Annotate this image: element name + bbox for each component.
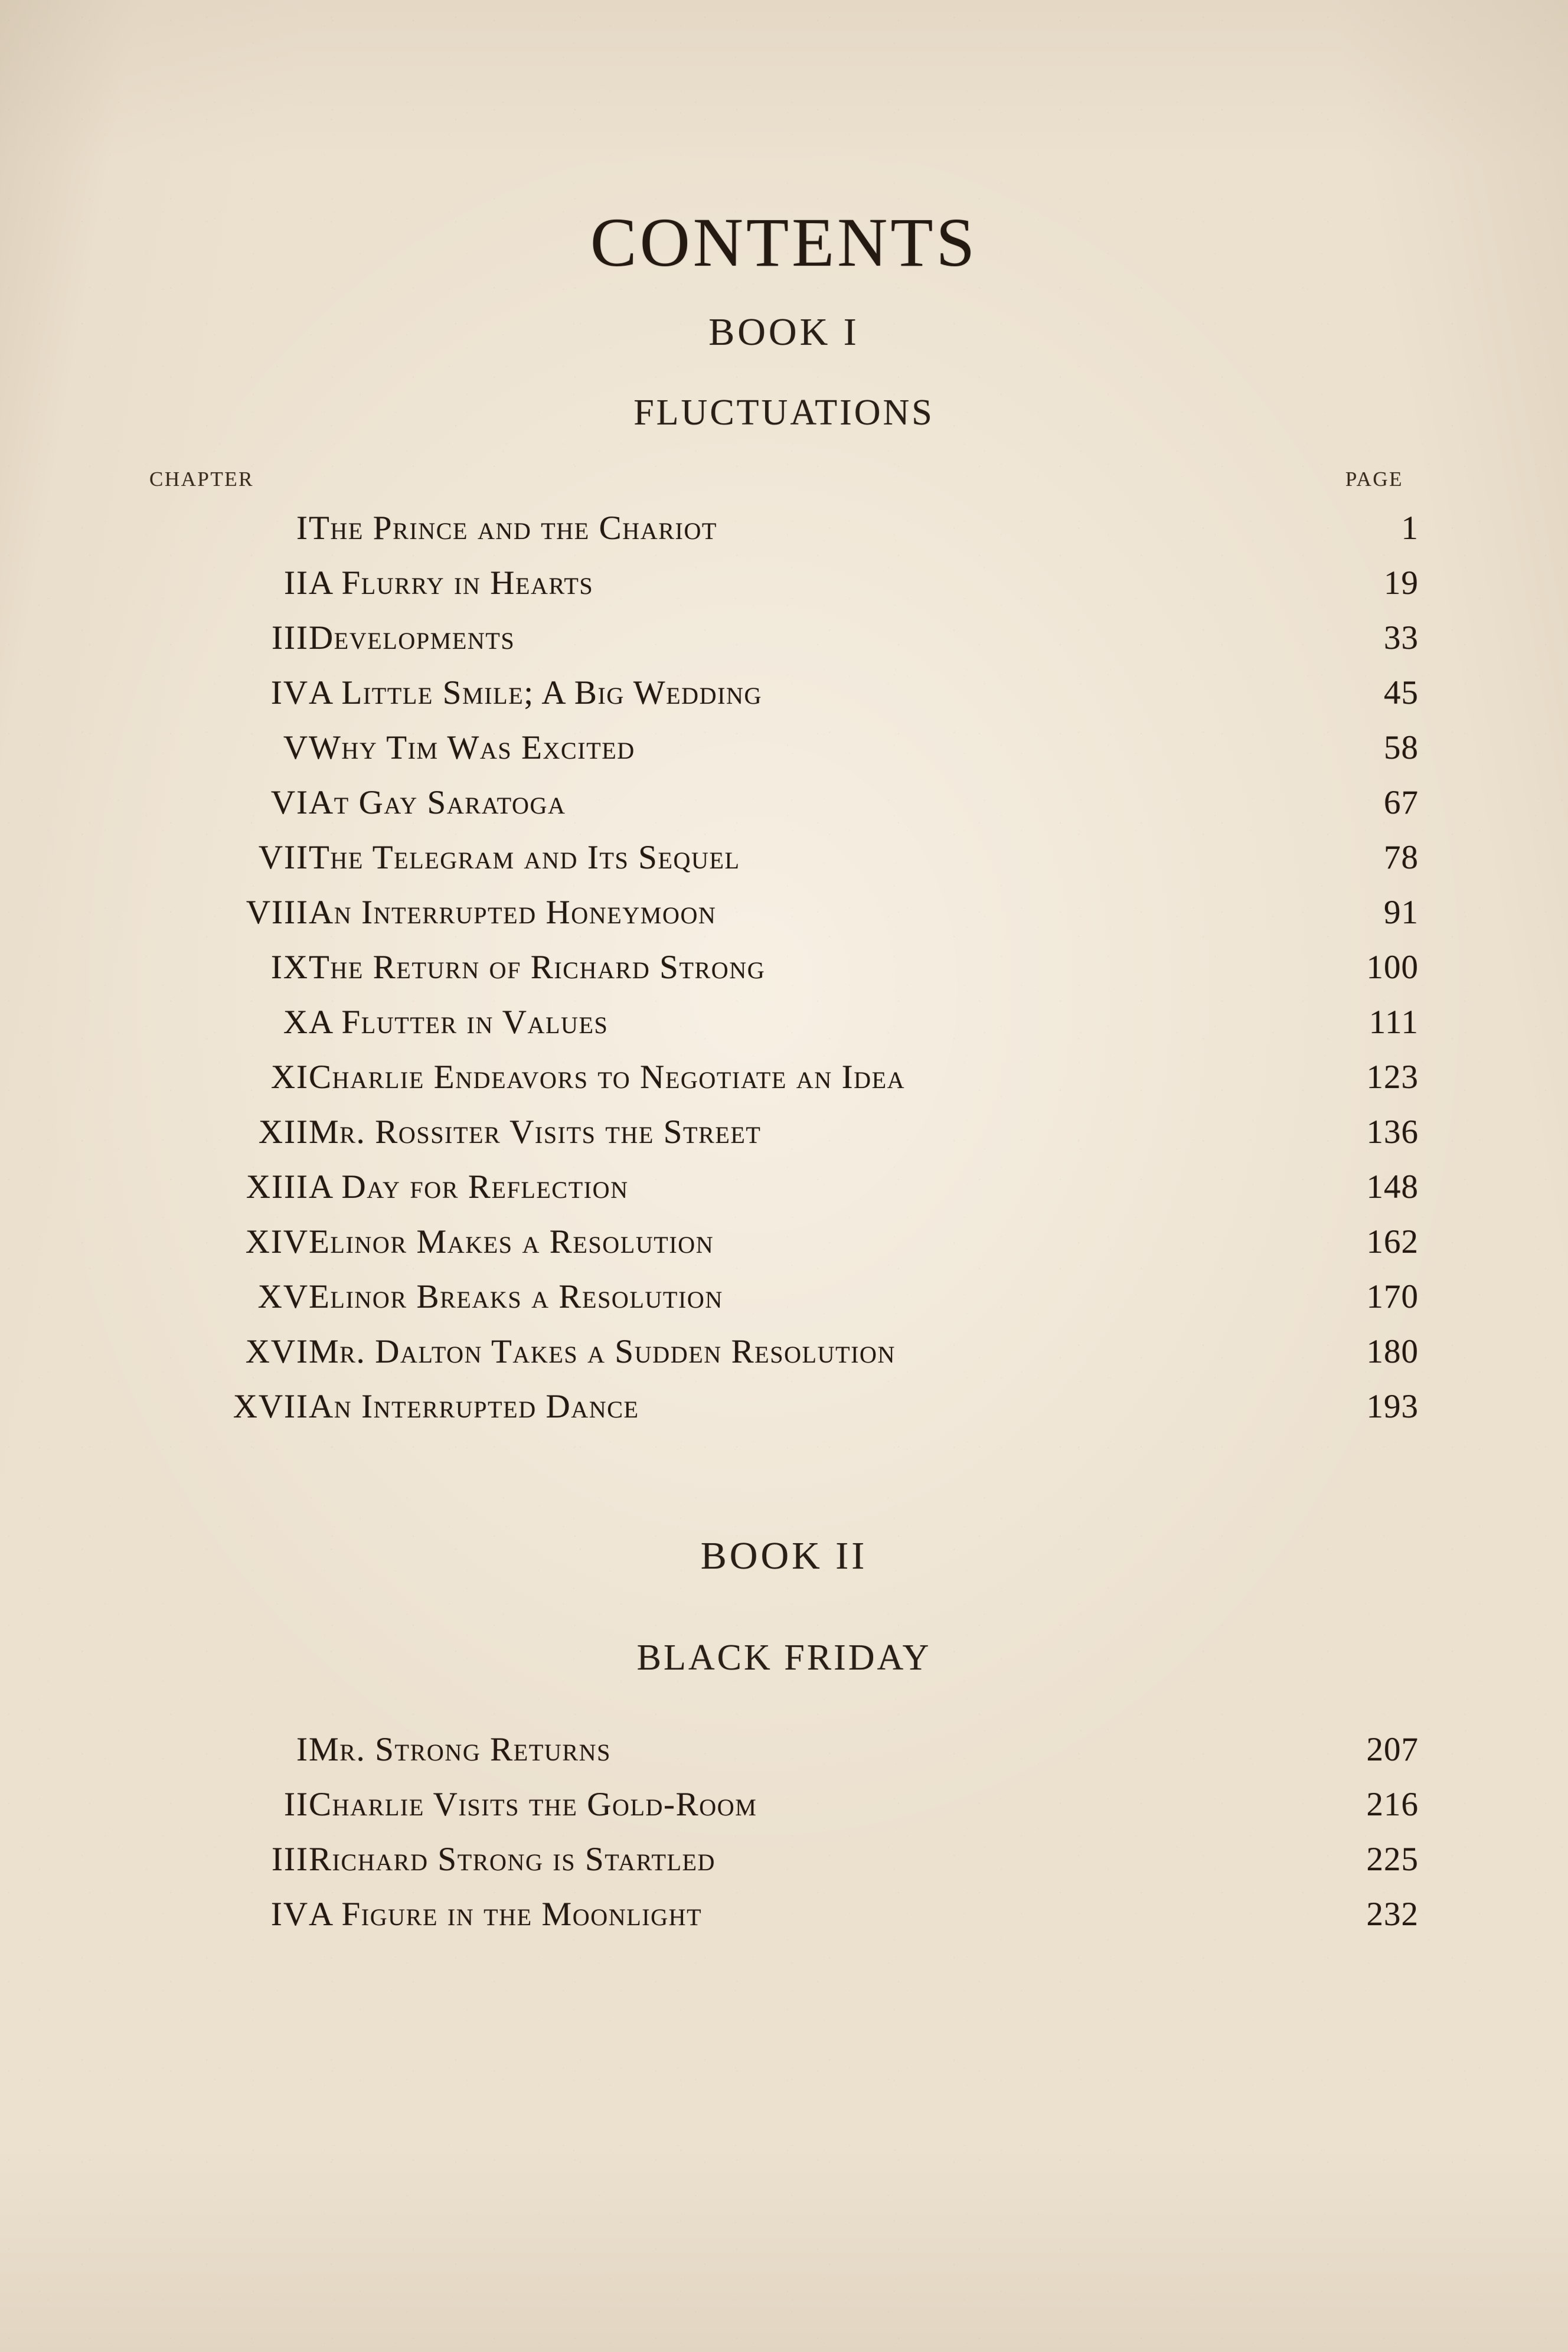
chapter-title: Mr. Rossiter Visits the Street: [309, 1113, 762, 1151]
table-row[interactable]: [149, 1223, 1419, 1278]
chapter-title: Developments: [309, 619, 515, 656]
toc-table-book-two: [149, 1730, 1419, 1950]
chapter-numeral: VI: [270, 784, 309, 821]
book-two-label: BOOK II: [700, 1534, 868, 1577]
chapter-numeral: XVII: [233, 1388, 309, 1425]
table-row[interactable]: [149, 619, 1419, 674]
chapter-numeral: II: [284, 564, 309, 602]
chapter-column-header: CHAPTER: [149, 468, 254, 491]
chapter-page: 180: [1366, 1333, 1419, 1370]
chapter-numeral: XV: [257, 1278, 309, 1315]
chapter-title: An Interrupted Honeymoon: [309, 894, 717, 931]
chapter-title: A Flurry in Hearts: [309, 564, 594, 602]
chapter-page: 193: [1366, 1388, 1419, 1425]
chapter-page: 78: [1384, 839, 1419, 876]
toc-table-book-one: [149, 468, 1419, 1442]
chapter-page: 100: [1366, 949, 1419, 986]
book-one-subtitle: FLUCTUATIONS: [633, 393, 935, 433]
chapter-numeral: XVI: [245, 1333, 309, 1370]
chapter-page: 111: [1368, 1004, 1419, 1041]
chapter-page: 19: [1384, 564, 1419, 602]
chapter-page: 33: [1384, 619, 1419, 656]
table-row[interactable]: [149, 1730, 1419, 1785]
table-row[interactable]: [149, 1332, 1419, 1387]
table-row[interactable]: [149, 509, 1419, 564]
table-row[interactable]: [149, 729, 1419, 783]
chapter-page: 162: [1366, 1223, 1419, 1260]
chapter-numeral: V: [283, 729, 309, 766]
chapter-page: 148: [1366, 1168, 1419, 1206]
table-row[interactable]: [149, 1113, 1419, 1168]
chapter-numeral: IV: [270, 1896, 309, 1933]
chapter-page: 123: [1366, 1059, 1419, 1096]
table-row[interactable]: [149, 1895, 1419, 1950]
book-one-label: BOOK I: [708, 311, 860, 354]
toc-header-row: [149, 468, 1419, 509]
chapter-title: The Return of Richard Strong: [309, 949, 766, 986]
chapter-page: 91: [1384, 894, 1419, 931]
chapter-title: An Interrupted Dance: [309, 1388, 639, 1425]
table-row[interactable]: [149, 1003, 1419, 1058]
table-row[interactable]: [149, 893, 1419, 948]
chapter-title: Richard Strong is Startled: [309, 1841, 716, 1878]
toc-body-book-two: [149, 1730, 1419, 1950]
chapter-page: 136: [1366, 1113, 1419, 1151]
chapter-page: 58: [1384, 729, 1419, 766]
chapter-title: Mr. Dalton Takes a Sudden Resolution: [309, 1333, 896, 1370]
chapter-numeral: XIII: [246, 1168, 309, 1206]
toc-body-book-one: [149, 509, 1419, 1442]
chapter-numeral: X: [283, 1004, 309, 1041]
chapter-title: A Day for Reflection: [309, 1168, 629, 1206]
chapter-page: 225: [1366, 1841, 1419, 1878]
chapter-title: At Gay Saratoga: [309, 784, 566, 821]
table-row[interactable]: [149, 1387, 1419, 1442]
table-row[interactable]: [149, 1278, 1419, 1332]
chapter-title: Elinor Makes a Resolution: [309, 1223, 714, 1260]
chapter-title: Elinor Breaks a Resolution: [309, 1278, 723, 1315]
table-row[interactable]: [149, 564, 1419, 619]
table-row[interactable]: [149, 1785, 1419, 1840]
chapter-title: Mr. Strong Returns: [309, 1731, 611, 1768]
chapter-numeral: I: [296, 509, 309, 547]
table-row[interactable]: [149, 948, 1419, 1003]
book-two-subtitle: BLACK FRIDAY: [636, 1638, 932, 1678]
chapter-numeral: XIV: [245, 1223, 309, 1260]
chapter-numeral: IX: [270, 949, 309, 986]
chapter-page: 232: [1366, 1896, 1419, 1933]
chapter-numeral: III: [272, 619, 309, 656]
chapter-title: Charlie Visits the Gold-Room: [309, 1786, 757, 1823]
table-row[interactable]: [149, 838, 1419, 893]
table-row[interactable]: [149, 1168, 1419, 1223]
page-title: CONTENTS: [590, 204, 978, 281]
table-row[interactable]: [149, 783, 1419, 838]
table-row[interactable]: [149, 1840, 1419, 1895]
chapter-page: 1: [1401, 509, 1419, 547]
chapter-numeral: IV: [270, 674, 309, 711]
table-row[interactable]: [149, 1058, 1419, 1113]
chapter-page: 207: [1366, 1731, 1419, 1768]
chapter-title: A Flutter in Values: [309, 1004, 609, 1041]
chapter-title: Why Tim Was Excited: [309, 729, 635, 766]
chapter-numeral: VII: [258, 839, 309, 876]
chapter-page: 45: [1384, 674, 1419, 711]
chapter-numeral: VIII: [246, 894, 309, 931]
table-row[interactable]: [149, 674, 1419, 729]
page-column-header: PAGE: [1345, 468, 1403, 491]
chapter-title: The Telegram and Its Sequel: [309, 839, 740, 876]
chapter-numeral: I: [296, 1731, 309, 1768]
chapter-page: 170: [1366, 1278, 1419, 1315]
chapter-numeral: XI: [270, 1059, 309, 1096]
chapter-title: A Little Smile; A Big Wedding: [309, 674, 763, 711]
chapter-numeral: II: [284, 1786, 309, 1823]
chapter-numeral: III: [272, 1841, 309, 1878]
chapter-title: Charlie Endeavors to Negotiate an Idea: [309, 1059, 906, 1096]
chapter-title: The Prince and the Chariot: [309, 509, 717, 547]
chapter-numeral: XII: [258, 1113, 309, 1151]
chapter-page: 216: [1366, 1786, 1419, 1823]
chapter-page: 67: [1384, 784, 1419, 821]
chapter-title: A Figure in the Moonlight: [309, 1896, 703, 1933]
